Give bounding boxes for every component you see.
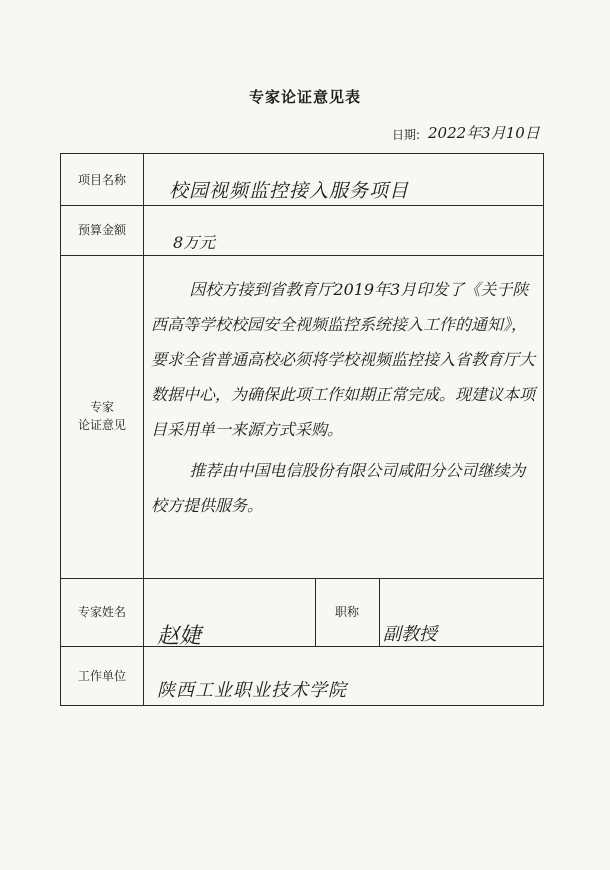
- row-divider: [61, 646, 543, 647]
- date-label: 日期:: [392, 128, 421, 142]
- project-name-label: 项目名称: [77, 173, 126, 187]
- row-divider: [61, 205, 543, 206]
- expert-title-value: 副教授: [383, 624, 437, 645]
- budget-value: 8万元: [173, 233, 216, 252]
- budget-label: 预算金额: [77, 223, 126, 237]
- project-name-value: 校园视频监控接入服务项目: [169, 180, 410, 202]
- row-divider: [61, 255, 543, 256]
- opinion-label-line2: 论证意见: [77, 418, 126, 432]
- opinion-label: [61, 398, 143, 434]
- title-value-divider: [379, 578, 380, 646]
- opinion-label-line1: 专家: [89, 400, 114, 414]
- opinion-text: [151, 272, 539, 523]
- form-title: 专家论证意见表: [248, 88, 361, 106]
- date-value: 2022年3月10日: [428, 124, 540, 142]
- work-unit-value: 陕西工业职业技术学院: [157, 680, 347, 701]
- expert-title-label: 职称: [334, 605, 359, 619]
- opinion-paragraph: 因校方接到省教育厅2019年3月印发了《关于陕西高等学校校园安全视频监控系统接入工作的通知》，要求全省普通高校必须将学校视频监控接入省教育厅大数据中心，为确保此项工作如期正常完成。现建议本项目采用单一来源方式采购。: [151, 280, 536, 439]
- expert-opinion-form: [60, 153, 544, 706]
- work-unit-label: 工作单位: [77, 669, 126, 683]
- opinion-paragraph: 推荐由中国电信股份有限公司咸阳分公司继续为校方提供服务。: [151, 461, 526, 515]
- expert-name-label: 专家姓名: [77, 605, 126, 619]
- expert-name-value: 赵婕: [157, 624, 202, 649]
- row-divider: [61, 578, 543, 579]
- label-column-divider: [143, 154, 144, 705]
